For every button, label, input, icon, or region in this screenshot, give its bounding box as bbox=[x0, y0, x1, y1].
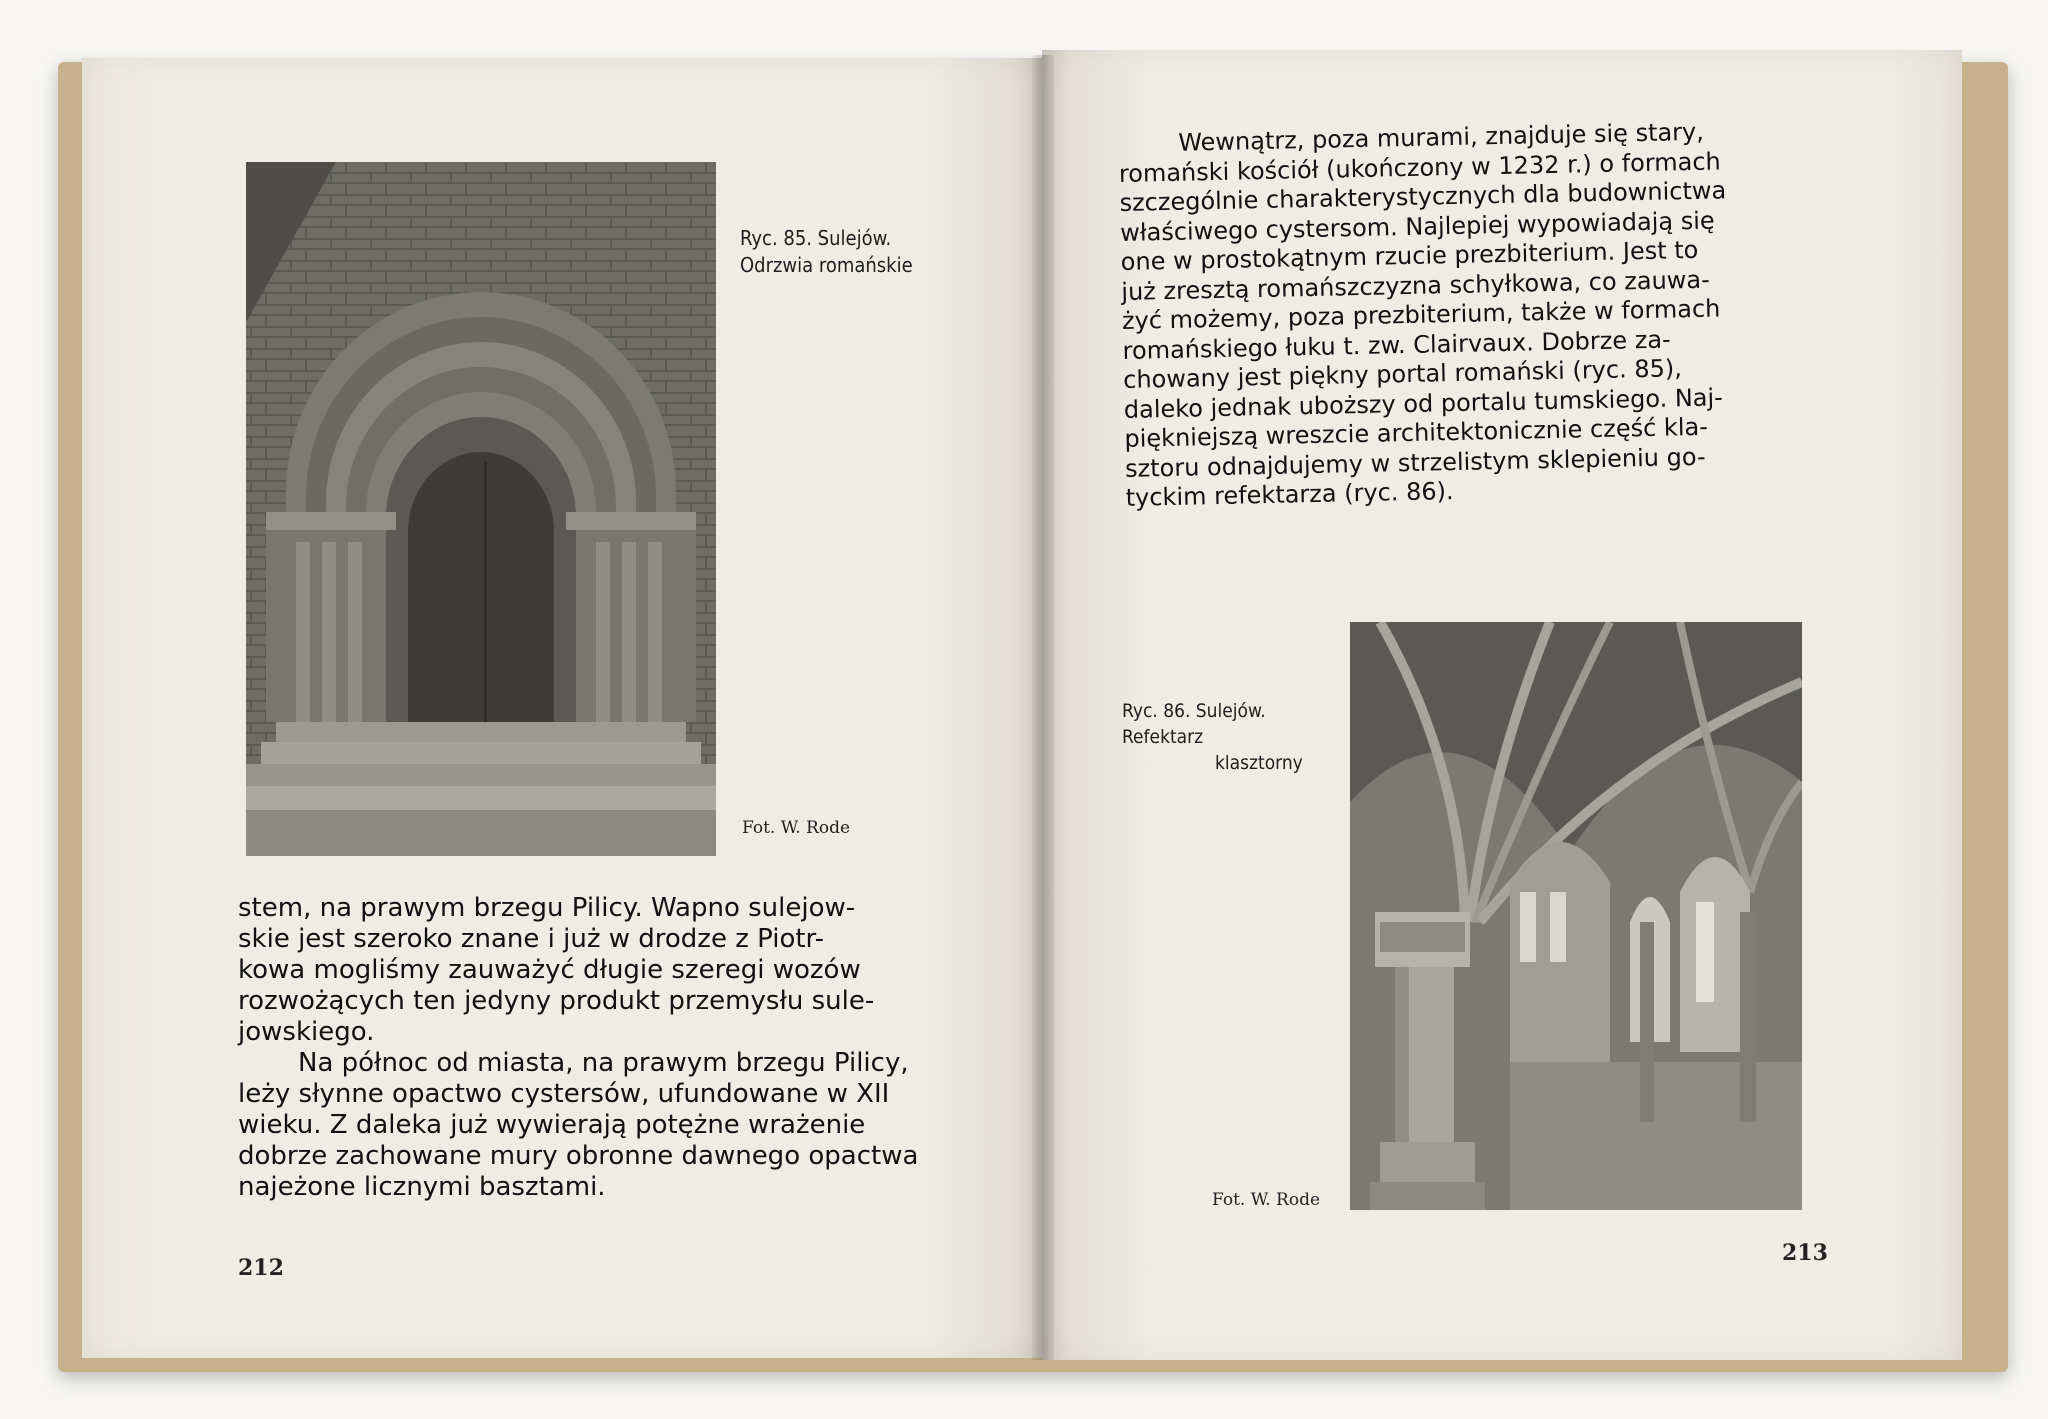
text-line: Wewnątrz, poza murami, znajduje się stary, bbox=[1177, 117, 1705, 157]
text-line: leży słynne opactwo cystersów, ufundowane w XII bbox=[238, 1079, 890, 1109]
text-line: daleko jednak uboższy od portalu tumskiego. Naj- bbox=[1123, 382, 1724, 424]
text-line: jowskiego. bbox=[238, 1017, 375, 1047]
text-line: wieku. Z daleka już wywierają potężne wrażenie bbox=[238, 1110, 866, 1140]
figure-86-credit: Fot. W. Rode bbox=[1212, 1190, 1321, 1210]
caption-line: Refektarz bbox=[1122, 726, 1204, 748]
text-line: kowa mogliśmy zauważyć długie szeregi wozów bbox=[238, 955, 861, 985]
caption-line: klasztorny bbox=[1215, 752, 1303, 774]
left-body-text bbox=[238, 893, 918, 1203]
text-line: szczególnie charakterystycznych dla budownictwa bbox=[1119, 176, 1727, 217]
figure-86-caption bbox=[1122, 698, 1303, 776]
text-line: chowany jest piękny portal romański (ryc. 85), bbox=[1122, 354, 1683, 394]
portal-photo bbox=[246, 162, 716, 856]
text-line: romański kościół (ukończony w 1232 r.) o formach bbox=[1118, 146, 1721, 188]
text-line: właściwego cystersom. Najlepiej wypowiadają się bbox=[1119, 206, 1715, 247]
figure-85-credit: Fot. W. Rode bbox=[742, 818, 851, 838]
figure-85-caption bbox=[740, 225, 913, 279]
text-line: romańskiego łuku t. zw. Clairvaux. Dobrze za- bbox=[1122, 324, 1671, 365]
text-line: dobrze zachowane mury obronne dawnego opactwa bbox=[238, 1141, 919, 1171]
caption-line: Ryc. 85. Sulejów. bbox=[740, 226, 892, 250]
text-line: najeżone licznymi basztami. bbox=[238, 1172, 606, 1202]
text-line: tyckim refektarza (ryc. 86). bbox=[1125, 477, 1454, 512]
portal-illustration bbox=[246, 162, 716, 856]
caption-line: Ryc. 86. Sulejów. bbox=[1122, 700, 1266, 722]
text-line: one w prostokątnym rzucie prezbiterium. Jest to bbox=[1120, 235, 1699, 276]
text-line: już zresztą romańszczyzna schyłkowa, co zauwa- bbox=[1121, 265, 1711, 306]
refectory-photo bbox=[1350, 622, 1802, 1210]
text-line: sztoru odnajdujemy w strzelistym sklepieniu go- bbox=[1124, 442, 1706, 483]
page-number-right: 213 bbox=[1782, 1240, 1828, 1266]
refectory-illustration bbox=[1350, 622, 1802, 1210]
right-body-text bbox=[1118, 117, 1733, 513]
text-line: rozwożących ten jedyny produkt przemysłu sule- bbox=[238, 986, 875, 1016]
text-line: stem, na prawym brzegu Pilicy. Wapno sulejow- bbox=[238, 893, 856, 923]
page-number-left: 212 bbox=[238, 1255, 284, 1281]
text-line: Na północ od miasta, na prawym brzegu Pilicy, bbox=[298, 1048, 909, 1078]
book-gutter bbox=[1032, 55, 1054, 1360]
caption-line: Odrzwia romańskie bbox=[740, 253, 913, 277]
text-line: żyć możemy, poza prezbiterium, także w formach bbox=[1121, 294, 1721, 335]
text-line: piękniejszą wreszcie architektonicznie część kla- bbox=[1124, 412, 1709, 453]
text-line: skie jest szeroko znane i już w drodze z Piotr- bbox=[238, 924, 824, 954]
